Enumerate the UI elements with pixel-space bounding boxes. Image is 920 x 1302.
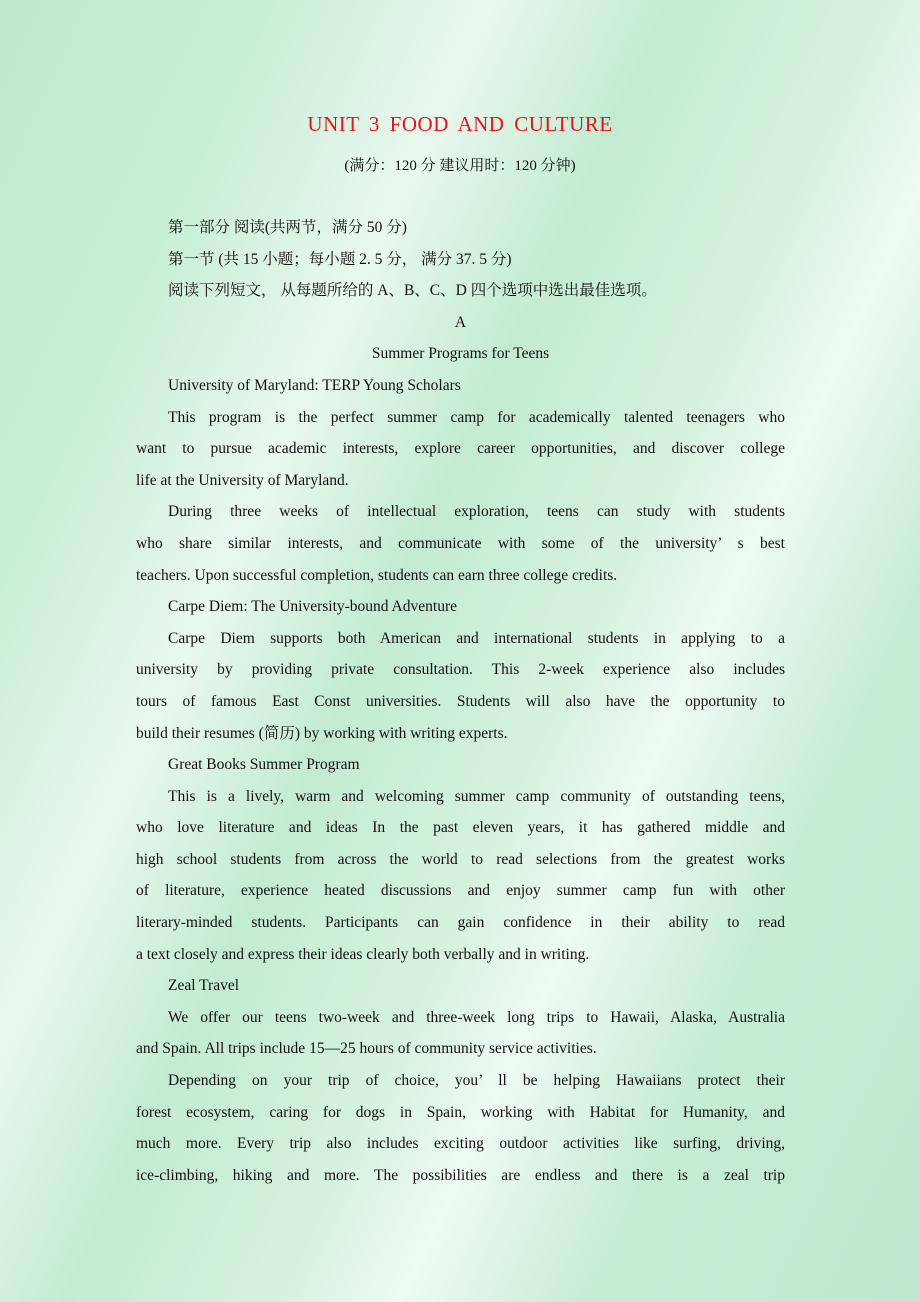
text-line: We offer our teens two-week and three-week long trips to Hawaii, Alaska, Australia bbox=[168, 1008, 785, 1026]
text-line: want to pursue academic interests, explore career opportunities, and discover college bbox=[136, 440, 785, 458]
document-body bbox=[136, 212, 785, 1191]
text-line: forest ecosystem, caring for dogs in Spain, working with Habitat for Humanity, and bbox=[136, 1103, 785, 1121]
text-line: ice-climbing, hiking and more. The possibilities are endless and there is a zeal trip bbox=[136, 1166, 785, 1184]
paragraph bbox=[136, 623, 785, 749]
unit-title: UNIT 3 FOOD AND CULTURE bbox=[307, 112, 613, 136]
paragraph bbox=[136, 1002, 785, 1065]
text-line: This is a lively, warm and welcoming summer camp community of outstanding teens, bbox=[168, 787, 785, 805]
section-letter: A bbox=[454, 313, 467, 331]
text-line: a text closely and express their ideas clearly both verbally and in writing. bbox=[136, 945, 590, 963]
text-line: literary-minded students. Participants can gain confidence in their ability to read bbox=[136, 914, 785, 932]
text-line: life at the University of Maryland. bbox=[136, 471, 349, 489]
paragraph bbox=[136, 496, 785, 591]
paragraph bbox=[136, 402, 785, 497]
text-line: university by providing private consultation. This 2-week experience also includes bbox=[136, 661, 785, 679]
program-heading: Great Books Summer Program bbox=[168, 756, 360, 774]
program-heading: Carpe Diem: The University-bound Adventure bbox=[168, 598, 457, 616]
instructions: 阅读下列短文， 从每题所给的 A、B、C、D 四个选项中选出最佳选项。 bbox=[168, 282, 657, 300]
text-line: Depending on your trip of choice, you’ ll be helping Hawaiians protect their bbox=[168, 1072, 785, 1090]
text-line: This program is the perfect summer camp for academically talented teenagers who bbox=[168, 408, 785, 426]
part-heading: 第一部分 阅读(共两节，满分 50 分) bbox=[168, 219, 407, 236]
text-line: tours of famous East Const universities. Students will also have the opportunity to bbox=[136, 692, 785, 710]
text-line: who love literature and ideas In the past eleven years, it has gathered middle and bbox=[136, 819, 785, 837]
text-line: build their resumes (简历) by working with writing experts. bbox=[136, 724, 508, 742]
text-line: who share similar interests, and communicate with some of the university’ s best bbox=[136, 534, 785, 552]
text-line: teachers. Upon successful completion, students can earn three college credits. bbox=[136, 566, 618, 584]
score-time-info: (满分：120 分 建议用时：120 分钟) bbox=[344, 158, 576, 174]
paragraph bbox=[136, 1065, 785, 1191]
text-line: During three weeks of intellectual exploration, teens can study with students bbox=[168, 503, 785, 521]
text-line: of literature, experience heated discussions and enjoy summer camp fun with other bbox=[136, 882, 785, 900]
paragraph bbox=[136, 781, 785, 971]
text-line: Carpe Diem supports both American and international students in applying to a bbox=[168, 629, 785, 647]
text-line: high school students from across the world to read selections from the greatest works bbox=[136, 850, 785, 868]
program-heading: Zeal Travel bbox=[168, 977, 240, 995]
text-line: much more. Every trip also includes exciting outdoor activities like surfing, driving, bbox=[136, 1135, 785, 1153]
section-heading: 第一节 (共 15 小题；每小题 2. 5 分， 满分 37. 5 分) bbox=[168, 250, 512, 268]
passage-title: Summer Programs for Teens bbox=[371, 345, 550, 363]
text-line: and Spain. All trips include 15—25 hours of community service activities. bbox=[136, 1040, 597, 1058]
program-heading: University of Maryland: TERP Young Scholars bbox=[168, 376, 461, 394]
